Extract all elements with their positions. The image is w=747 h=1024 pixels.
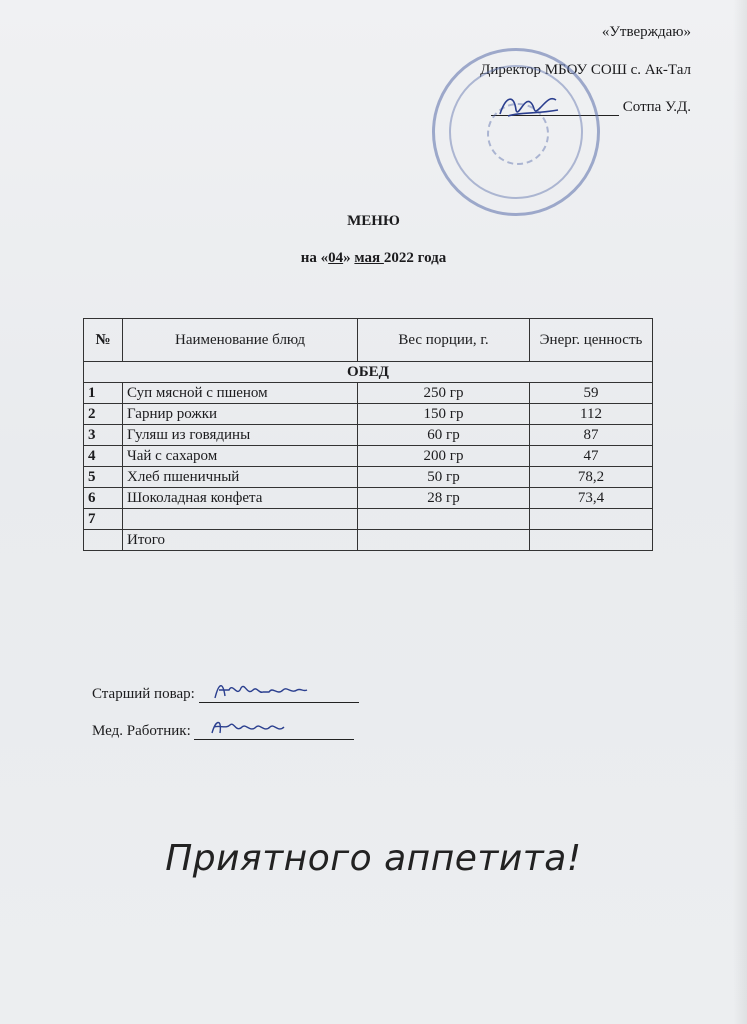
director-position: Директор МБОУ СОШ с. Ак-Тал (480, 62, 691, 78)
row-weight (358, 509, 530, 530)
total-row (84, 530, 653, 551)
date-suffix: 2022 года (383, 250, 447, 266)
table-row (84, 488, 653, 509)
date-mid: » (343, 250, 355, 266)
row-weight: 50 гр (358, 467, 530, 488)
row-energy: 73,4 (530, 488, 653, 509)
total-label: Итого (123, 530, 358, 551)
senior-cook-signature (213, 678, 309, 702)
medic-line (92, 723, 354, 740)
official-stamp (432, 48, 600, 216)
row-energy: 59 (530, 383, 653, 404)
header-energy: Энерг. ценность (530, 319, 653, 362)
row-name (123, 509, 358, 530)
table-row (84, 425, 653, 446)
row-name: Гуляш из говядины (123, 425, 358, 446)
row-weight: 200 гр (358, 446, 530, 467)
senior-cook-label: Старший повар: (92, 686, 195, 702)
row-energy: 87 (530, 425, 653, 446)
row-name: Хлеб пшеничный (123, 467, 358, 488)
page-title: МЕНЮ (347, 213, 400, 229)
header-name: Наименование блюд (123, 319, 358, 362)
date-day: 04 (328, 250, 344, 266)
table-header-row (84, 319, 653, 362)
row-weight: 60 гр (358, 425, 530, 446)
row-num: 6 (84, 488, 123, 509)
menu-table (83, 318, 653, 551)
row-weight: 250 гр (358, 383, 530, 404)
total-num (84, 530, 123, 551)
row-num: 2 (84, 404, 123, 425)
row-name: Чай с сахаром (123, 446, 358, 467)
date-prefix: на « (300, 250, 329, 266)
senior-cook-line (92, 686, 359, 703)
row-weight: 150 гр (358, 404, 530, 425)
row-name: Шоколадная конфета (123, 488, 358, 509)
table-row (84, 467, 653, 488)
medic-label: Мед. Работник: (92, 723, 191, 739)
closing-phrase: Приятного аппетита! (165, 838, 582, 879)
paper-edge-shadow (733, 0, 747, 1024)
table-row (84, 404, 653, 425)
approve-heading: «Утверждаю» (601, 24, 691, 40)
row-energy (530, 509, 653, 530)
row-energy: 112 (530, 404, 653, 425)
row-name: Гарнир рожки (123, 404, 358, 425)
row-energy: 78,2 (530, 467, 653, 488)
header-weight: Вес порции, г. (358, 319, 530, 362)
row-num: 4 (84, 446, 123, 467)
row-name: Суп мясной с пшеном (123, 383, 358, 404)
row-num: 3 (84, 425, 123, 446)
row-num: 7 (84, 509, 123, 530)
section-title: ОБЕД (84, 362, 653, 383)
date-month: мая (354, 250, 384, 266)
table-row (84, 446, 653, 467)
row-weight: 28 гр (358, 488, 530, 509)
row-num: 5 (84, 467, 123, 488)
menu-date (0, 250, 747, 267)
row-num: 1 (84, 383, 123, 404)
table-row (84, 509, 653, 530)
director-name: Сотпа У.Д. (622, 99, 691, 115)
senior-cook-signature-field (199, 686, 359, 703)
medic-signature (210, 717, 290, 739)
section-row (84, 362, 653, 383)
table-row (84, 383, 653, 404)
total-energy (530, 530, 653, 551)
header-num: № (84, 319, 123, 362)
row-energy: 47 (530, 446, 653, 467)
medic-signature-field (194, 723, 354, 740)
director-signature (496, 88, 562, 124)
total-weight (358, 530, 530, 551)
